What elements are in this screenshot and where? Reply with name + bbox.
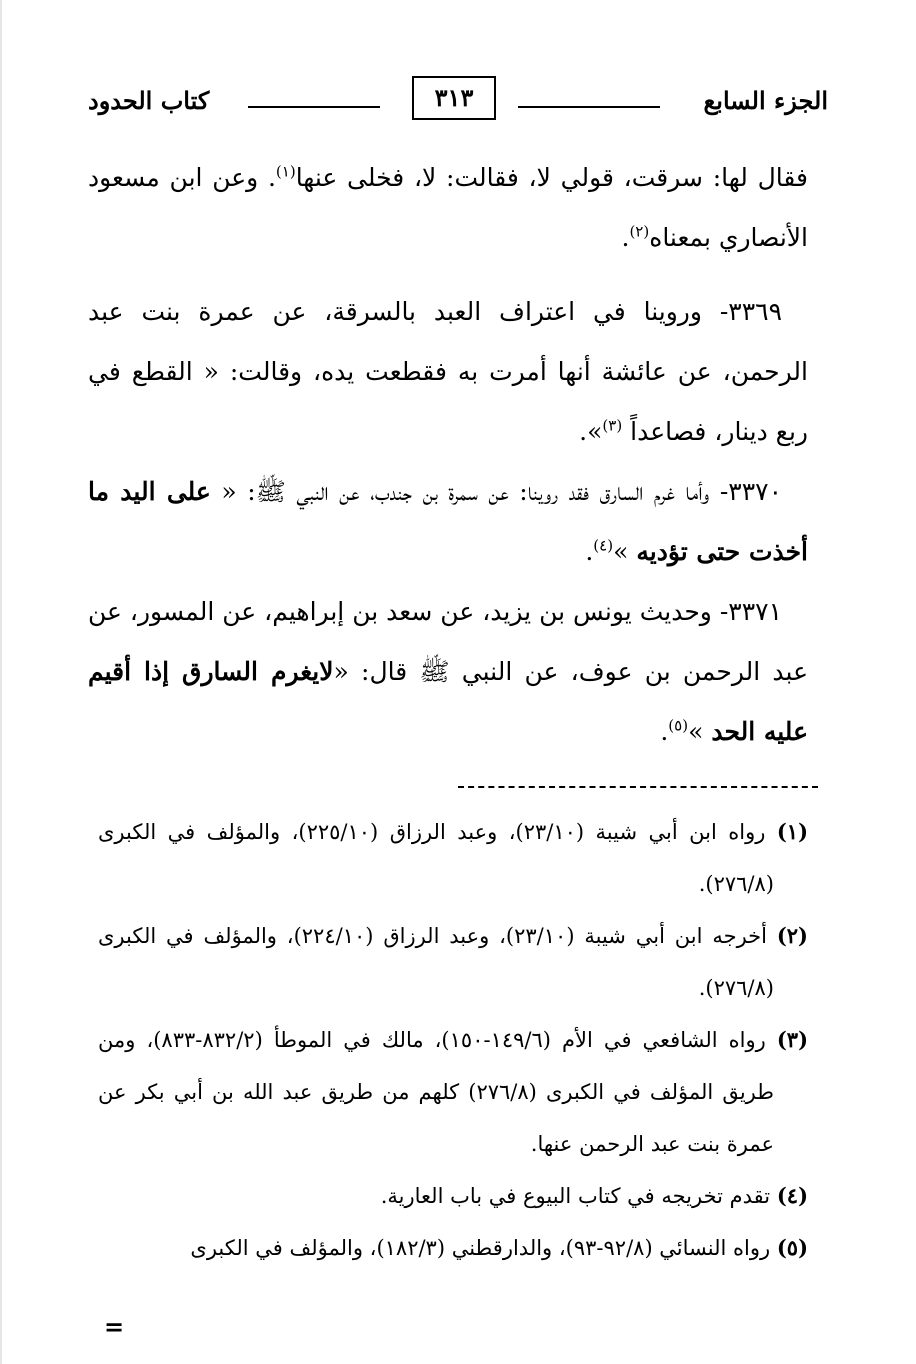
running-header xyxy=(88,76,828,124)
hadith-text: لايغرم السارق إذا أقيم عليه الحد xyxy=(88,657,808,746)
paragraph xyxy=(88,282,808,462)
text-run: . xyxy=(660,717,669,746)
footnote xyxy=(98,806,808,910)
text-run: ٣٣٦٩- وروينا في اعتراف العبد بالسرقة، عن عمرة بنت عبد الرحمن، عن عائشة أنها أمرت به فقطعت يده، وقالت: « القطع في ربع دينار، فصاعداً xyxy=(88,297,808,446)
footnote-reference: (٢) xyxy=(629,222,650,241)
continuation-mark: = xyxy=(104,1312,125,1341)
footnote-number: (٥) xyxy=(776,1235,808,1260)
footnote-text: تقدم تخريجه في كتاب البيوع في باب العارية. xyxy=(380,1184,771,1208)
text-run: فقال لها: سرقت، قولي لا، فقالت: لا، فخلى عنها xyxy=(295,163,808,192)
footnote xyxy=(98,1014,808,1170)
paragraph xyxy=(88,462,808,582)
footnote-text: رواه النسائي (٩٢/٨-٩٣)، والدارقطني (١٨٢/٣)، والمؤلف في الكبرى xyxy=(190,1236,771,1260)
footnote-text: رواه ابن أبي شيبة (٢٣/١٠)، وعبد الرزاق (٢٢٥/١٠)، والمؤلف في الكبرى (٢٧٦/٨). xyxy=(98,820,774,896)
paragraph xyxy=(88,148,808,268)
footnote xyxy=(98,910,808,1014)
header-rule-left xyxy=(248,106,380,108)
main-text xyxy=(88,148,808,762)
text-run: . xyxy=(621,223,630,252)
text-run: ٣٣٧٠- وأما غرم السارق فقد روينا: عن سمرة بن جندب، عن النبي ﷺ: « xyxy=(210,477,782,506)
footnote-text: أخرجه ابن أبي شيبة (٢٣/١٠)، وعبد الرزاق (٢٢٤/١٠)، والمؤلف في الكبرى (٢٧٦/٨). xyxy=(98,924,774,1000)
volume-title: الجزء السابع xyxy=(703,86,828,115)
footnote-number: (٣) xyxy=(776,1027,808,1052)
page-edge xyxy=(0,0,2,1364)
book-title: كتاب الحدود xyxy=(88,86,210,115)
text-run: . وعن ابن مسعود الأنصاري بمعناه xyxy=(88,163,808,252)
footnote-number: (٤) xyxy=(776,1183,808,1208)
footnote-reference: (٣) xyxy=(602,416,623,435)
page-number: ٣١٣ xyxy=(412,76,496,120)
footnote-reference: (٤) xyxy=(593,536,614,555)
footnote-text: رواه الشافعي في الأم (١٤٩/٦-١٥٠)، مالك في الموطأ (٨٣٢/٢-٨٣٣)، ومن طريق المؤلف في الكبرى (٢٧٦/٨) كلهم من طريق عبد الله بن أبي بكر عن عمرة بنت عبد الرحمن عنها. xyxy=(98,1028,774,1156)
footnote-reference: (٥) xyxy=(668,716,689,735)
footnote-divider xyxy=(458,786,818,788)
footnote-number: (١) xyxy=(776,819,808,844)
text-run: ». xyxy=(579,417,603,446)
footnote xyxy=(98,1170,808,1222)
text-run: » xyxy=(613,537,637,566)
footnotes xyxy=(98,806,808,1274)
paragraph xyxy=(88,582,808,762)
text-run: ٣٣٧١- وحديث يونس بن يزيد، عن سعد بن إبراهيم، عن المسور، عن عبد الرحمن بن عوف، عن النبي ﷺ قال: « xyxy=(88,597,808,686)
text-run: . xyxy=(585,537,594,566)
footnote-reference: (١) xyxy=(275,162,296,181)
footnote xyxy=(98,1222,808,1274)
header-rule-right xyxy=(518,106,660,108)
footnote-number: (٢) xyxy=(776,923,808,948)
text-run: » xyxy=(688,717,712,746)
hadith-text: على اليد ما أخذت حتى تؤديه xyxy=(88,477,808,566)
